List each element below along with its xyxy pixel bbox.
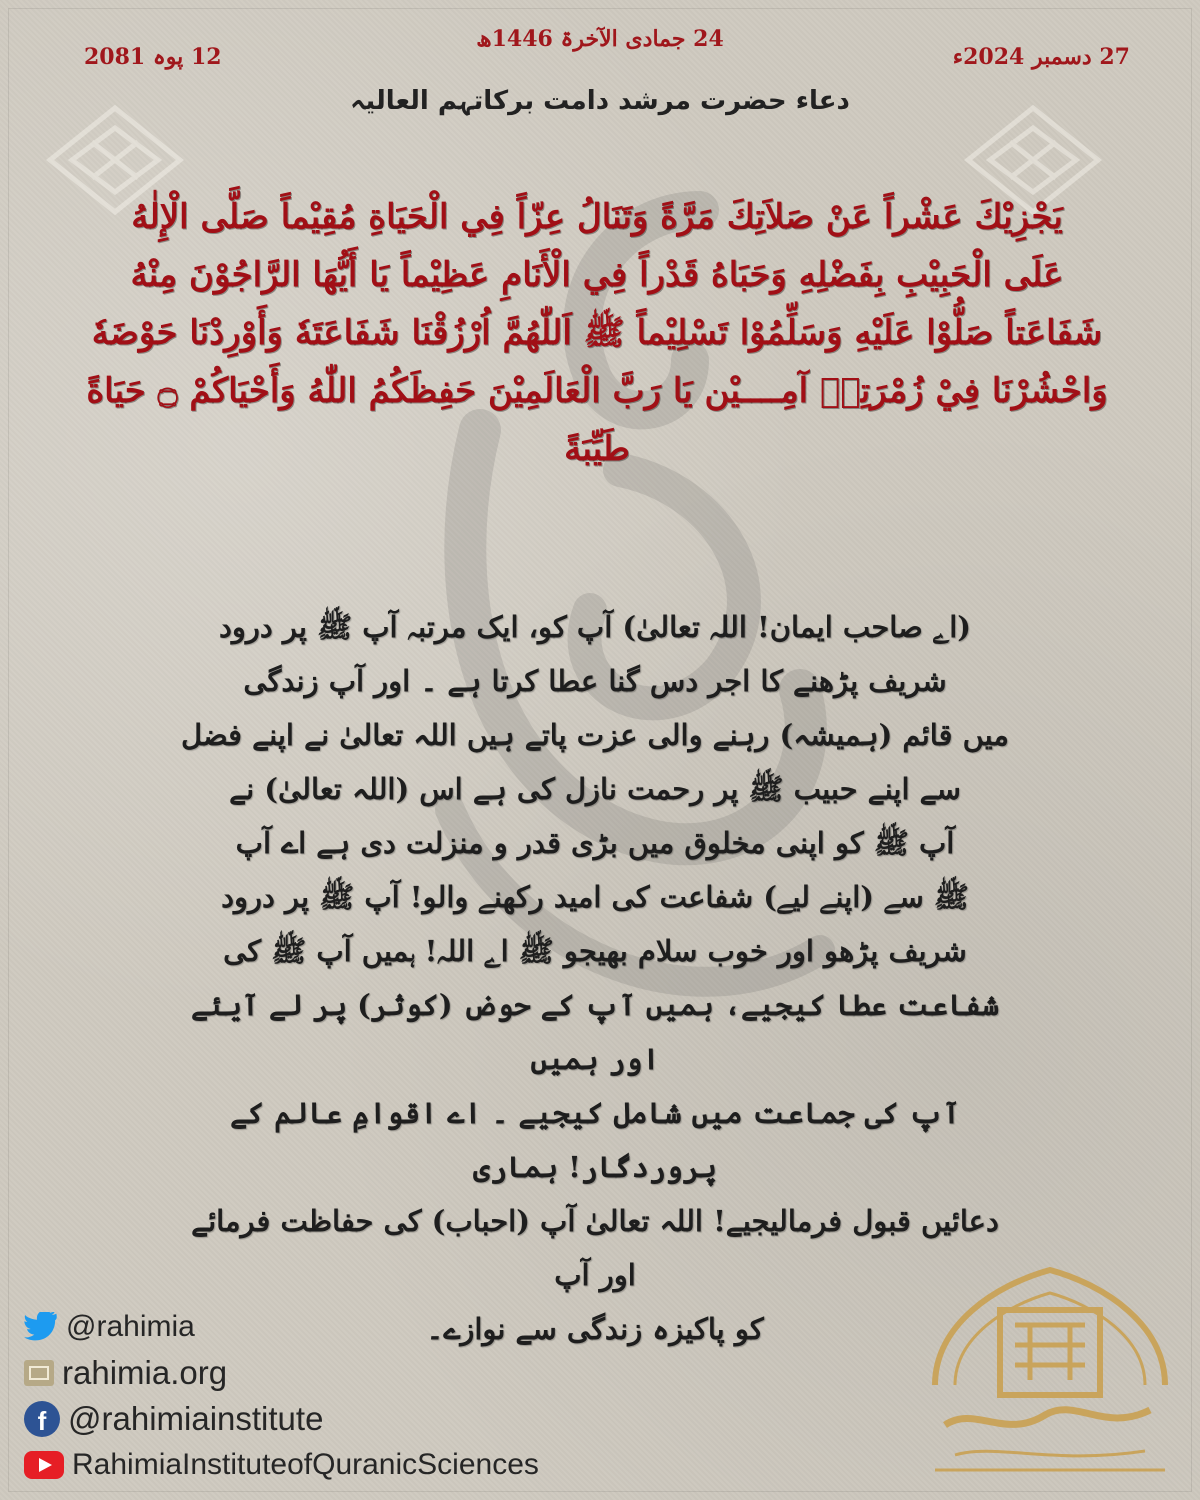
urdu-line: شریف پڑھنے کا اجر دس گنا عطا کرتا ہے ۔ اور آپ زندگی: [243, 664, 947, 698]
website-link[interactable]: [24, 1350, 539, 1396]
urdu-line: (اے صاحب ایمان! اللہ تعالیٰ) آپ کو، ایک مرتبہ آپ ﷺ پر درود: [219, 610, 971, 644]
urdu-line: ﷺ سے (اپنے لیے) شفاعت کی امید رکھنے والو! آپ ﷺ پر درود: [221, 880, 969, 914]
arabic-line: طَيِّبَةً: [564, 429, 630, 469]
youtube-icon: [24, 1451, 64, 1479]
website-url: rahimia.org: [62, 1354, 228, 1391]
urdu-line: شفاعت عطا کیجیے، ہمیں آپ کے حوض (کوثر) پر لے آیئے اور ہمیں: [190, 988, 1000, 1076]
urdu-line: شریف پڑھو اور خوب سلام بھیجو ﷺ اے اللہ! ہمیں آپ ﷺ کی: [223, 934, 967, 968]
twitter-icon: [24, 1312, 58, 1342]
urdu-line: سے اپنے حبیب ﷺ پر رحمت نازل کی ہے اس (اللہ تعالیٰ) نے: [229, 772, 961, 806]
arabic-line: يَجْزِيْكَ عَشْراً عَنْ صَلاَتِكَ مَرَّةً وَتَنَالُ عِزّاً فِي الْحَيَاةِ مُقِيْماً صَلَّى الْإِلٰهُ: [131, 197, 1063, 237]
facebook-icon: f: [24, 1401, 60, 1437]
urdu-line: آپ ﷺ کو اپنی مخلوق میں بڑی قدر و منزلت دی ہے اے آپ: [235, 826, 955, 860]
arabic-dua: [52, 188, 1142, 478]
urdu-line: میں قائم (ہمیشہ) رہنے والی عزت پاتے ہیں اللہ تعالیٰ نے اپنے فضل: [181, 718, 1009, 752]
youtube-link[interactable]: [24, 1442, 539, 1488]
twitter-link[interactable]: [24, 1304, 539, 1350]
rahimia-logo: [915, 1265, 1185, 1495]
urdu-line: کو پاکیزہ زندگی سے نوازے۔: [426, 1312, 764, 1346]
website-icon: [24, 1360, 54, 1386]
social-links: [24, 1304, 539, 1488]
facebook-handle: @rahimiainstitute: [68, 1400, 324, 1437]
arabic-line: عَلَى الْحَبِيْبِ بِفَضْلِهِ وَحَبَاهُ قَدْراً فِي الْأَنَامِ عَظِيْماً يَا أَيُّهَا الرَّاجُوْنَ مِنْهُ: [130, 255, 1064, 295]
desi-date: 12 پوہ 2081: [84, 44, 222, 70]
arabic-line: شَفَاعَتاً صَلُّوْا عَلَيْهِ وَسَلِّمُوْا تَسْلِيْماً ﷺ اَللّٰهُمَّ اُرْزُقْنَا شَفَاعَتَهٗ وَأَوْرِدْنَا حَوْضَهٗ: [91, 313, 1103, 353]
arabic-line: وَاحْشُرْنَا فِيْ زُمْرَتِهٖ آمِــــيْن يَا رَبَّ الْعَالَمِيْنَ حَفِظَكُمُ اللّٰهُ وَأَحْيَاكُمْ ۝ حَيَاةً: [86, 371, 1108, 411]
twitter-handle: @rahimia: [66, 1310, 195, 1343]
urdu-line: دعائیں قبول فرمالیجیے! اللہ تعالیٰ آپ (احباب) کی حفاظت فرمائے اور آپ: [191, 1204, 999, 1292]
urdu-translation: [175, 600, 1015, 1356]
urdu-line: آپ کی جماعت میں شامل کیجیے ۔ اے اقوامِ عالم کے پروردگار! ہماری: [230, 1096, 960, 1184]
youtube-channel: RahimiaInstituteofQuranicSciences: [72, 1448, 539, 1481]
hijri-date: 24 جمادی الآخرۃ 1446ھ: [476, 26, 724, 52]
page-title: دعاء حضرت مرشد دامت برکاتہم العالیہ: [350, 86, 850, 116]
facebook-link[interactable]: [24, 1396, 539, 1442]
gregorian-date: 27 دسمبر 2024ء: [952, 44, 1130, 70]
